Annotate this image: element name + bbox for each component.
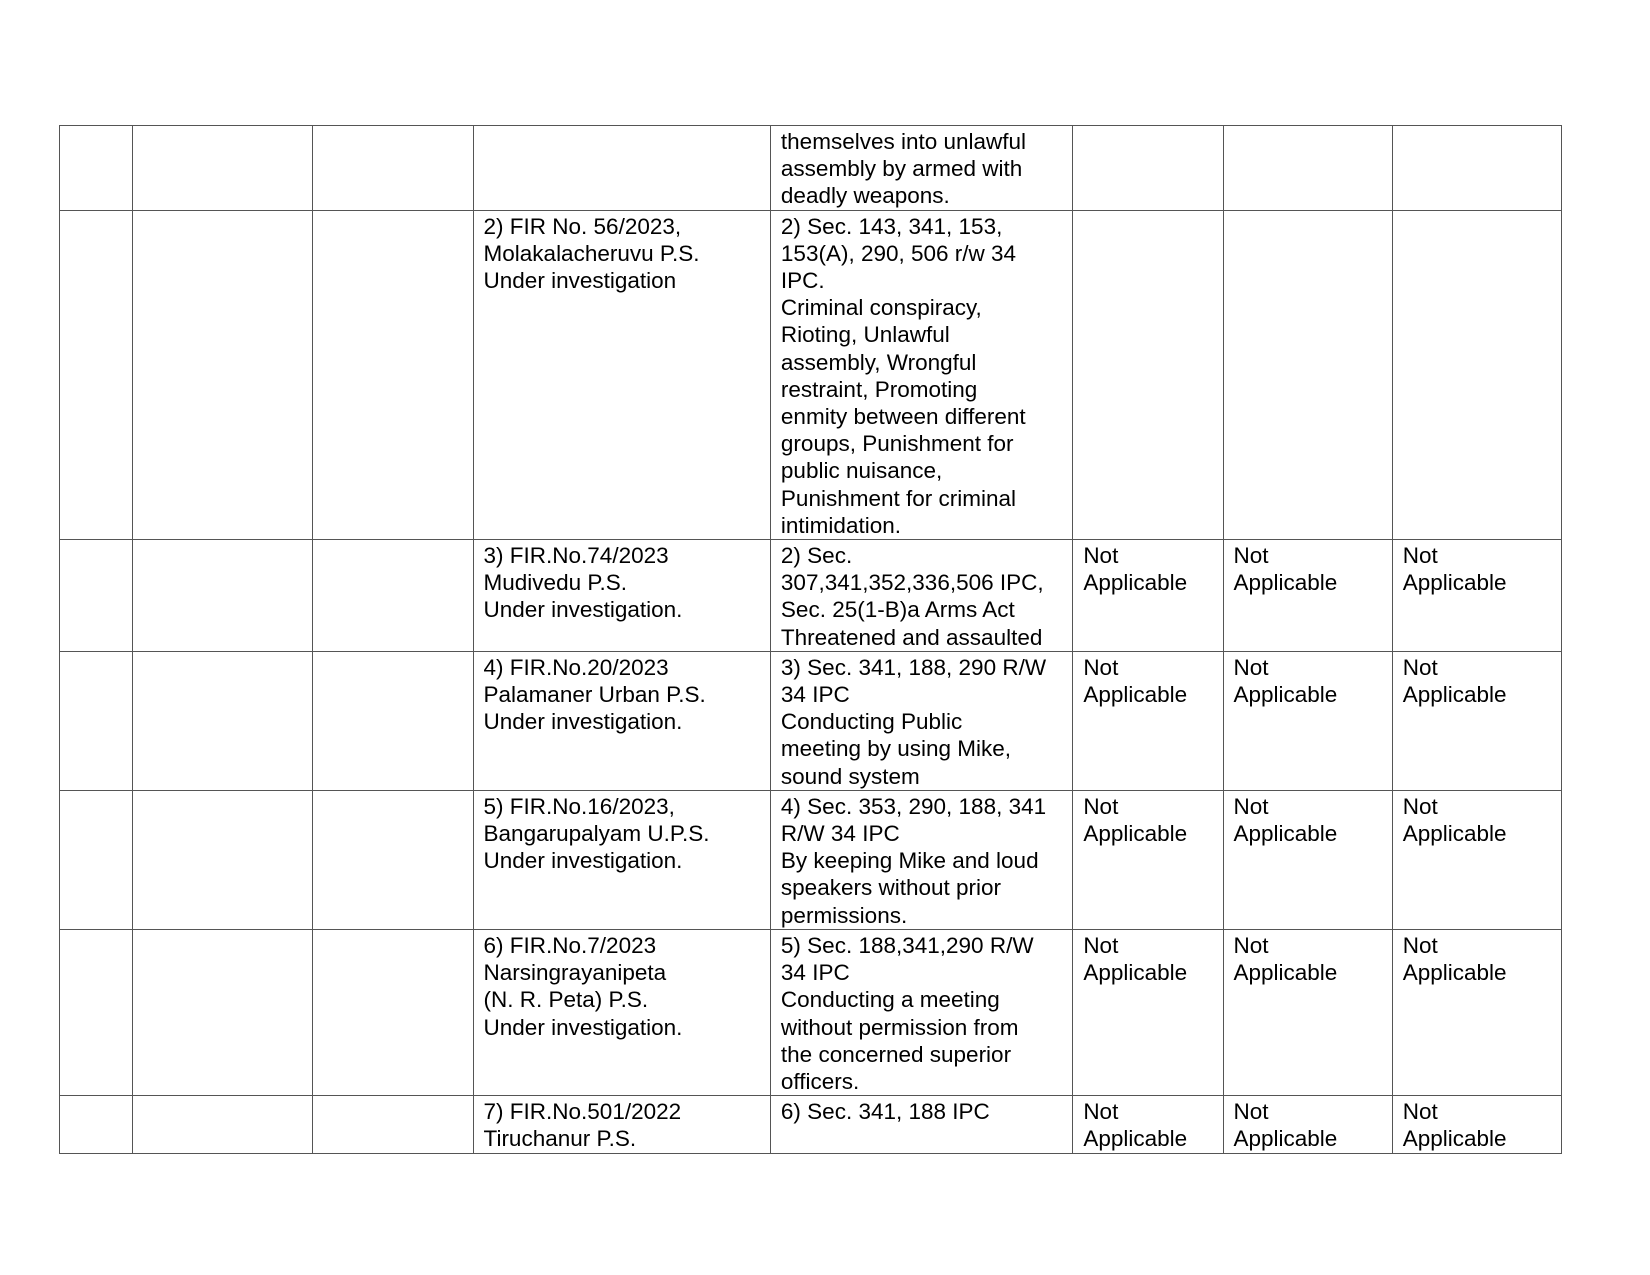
detail-cell xyxy=(313,126,473,211)
table-row xyxy=(60,126,1562,211)
status-text: Not Applicable xyxy=(1402,932,1507,986)
detail-cell xyxy=(313,210,473,539)
status-text: Not Applicable xyxy=(1083,654,1188,708)
case-text: 7) FIR.No.501/2022 Tiruchanur P.S. xyxy=(483,1099,682,1152)
table-row xyxy=(60,540,1562,652)
sections-cell xyxy=(770,126,1072,211)
detail-cell xyxy=(313,651,473,790)
status-text: Not Applicable xyxy=(1083,793,1188,847)
name-cell xyxy=(133,126,313,211)
status-text: Not Applicable xyxy=(1083,543,1188,596)
status-cell xyxy=(1073,929,1223,1095)
status-text: Not Applicable xyxy=(1233,654,1338,708)
sections-text: 2) Sec. 307,341,352,336,506 IPC, Sec. 25(1-B)a Arms Act Threatened and assaulted xyxy=(780,543,1044,650)
status-cell xyxy=(1223,210,1392,539)
case-text: 5) FIR.No.16/2023, Bangarupalyam U.P.S. Under investigation. xyxy=(483,793,710,874)
case-cell xyxy=(473,126,770,211)
sections-text: 5) Sec. 188,341,290 R/W 34 IPC Conducting a meeting without permission from the concerned superior officers. xyxy=(780,932,1034,1094)
status-cell xyxy=(1223,929,1392,1095)
status-cell xyxy=(1073,651,1223,790)
name-cell xyxy=(133,929,313,1095)
status-cell xyxy=(1223,1096,1392,1153)
detail-cell xyxy=(313,929,473,1095)
table-row xyxy=(60,210,1562,539)
name-cell xyxy=(133,1096,313,1153)
detail-cell xyxy=(313,790,473,929)
status-cell xyxy=(1392,210,1561,539)
detail-cell xyxy=(313,1096,473,1153)
status-cell xyxy=(1392,790,1561,929)
name-cell xyxy=(133,210,313,539)
status-cell xyxy=(1392,1096,1561,1153)
status-text: Not Applicable xyxy=(1083,932,1188,986)
serial-cell xyxy=(60,929,133,1095)
sections-cell xyxy=(770,929,1072,1095)
status-cell xyxy=(1223,540,1392,652)
sections-cell xyxy=(770,790,1072,929)
case-text: 4) FIR.No.20/2023 Palamaner Urban P.S. Under investigation. xyxy=(483,654,706,735)
status-text: Not Applicable xyxy=(1233,793,1338,847)
status-cell xyxy=(1073,126,1223,211)
sections-text: 6) Sec. 341, 188 IPC xyxy=(780,1099,990,1125)
case-text: 6) FIR.No.7/2023 Narsingrayanipeta (N. R. Peta) P.S. Under investigation. xyxy=(483,932,683,1040)
case-cell xyxy=(473,929,770,1095)
status-cell xyxy=(1073,1096,1223,1153)
status-text: Not Applicable xyxy=(1233,543,1338,596)
serial-cell xyxy=(60,651,133,790)
status-cell xyxy=(1392,126,1561,211)
detail-cell xyxy=(313,540,473,652)
status-text: Not Applicable xyxy=(1402,654,1507,708)
case-cell xyxy=(473,1096,770,1153)
case-cell xyxy=(473,790,770,929)
case-details-table xyxy=(59,125,1562,1154)
case-cell xyxy=(473,210,770,539)
table-row xyxy=(60,651,1562,790)
status-cell xyxy=(1073,790,1223,929)
status-text: Not Applicable xyxy=(1402,793,1507,847)
serial-cell xyxy=(60,126,133,211)
serial-cell xyxy=(60,210,133,539)
table-row xyxy=(60,790,1562,929)
status-cell xyxy=(1223,126,1392,211)
status-cell xyxy=(1392,929,1561,1095)
status-cell xyxy=(1073,210,1223,539)
sections-text: 4) Sec. 353, 290, 188, 341 R/W 34 IPC By keeping Mike and loud speakers without prior permissions. xyxy=(780,793,1047,928)
sections-text: 3) Sec. 341, 188, 290 R/W 34 IPC Conducting Public meeting by using Mike, sound system xyxy=(780,654,1047,789)
sections-cell xyxy=(770,210,1072,539)
sections-cell xyxy=(770,651,1072,790)
status-cell xyxy=(1223,651,1392,790)
name-cell xyxy=(133,790,313,929)
sections-cell xyxy=(770,1096,1072,1153)
name-cell xyxy=(133,540,313,652)
sections-text: themselves into unlawful assembly by armed with deadly weapons. xyxy=(780,129,1027,209)
case-cell xyxy=(473,540,770,652)
status-cell xyxy=(1392,651,1561,790)
name-cell xyxy=(133,651,313,790)
case-text: 3) FIR.No.74/2023 Mudivedu P.S. Under investigation. xyxy=(483,543,683,623)
serial-cell xyxy=(60,790,133,929)
status-text: Not Applicable xyxy=(1233,1099,1338,1152)
case-cell xyxy=(473,651,770,790)
status-cell xyxy=(1073,540,1223,652)
status-text: Not Applicable xyxy=(1402,543,1507,596)
serial-cell xyxy=(60,1096,133,1153)
table-row xyxy=(60,1096,1562,1153)
status-text: Not Applicable xyxy=(1083,1099,1188,1152)
status-text: Not Applicable xyxy=(1233,932,1338,986)
sections-text: 2) Sec. 143, 341, 153, 153(A), 290, 506 r/w 34 IPC. Criminal conspiracy, Rioting, Unlawful assembly, Wrongful restraint, Promoting enmity between different groups, Punishment for public nuisance, Punishment for criminal intimidation. xyxy=(780,213,1026,538)
status-cell xyxy=(1392,540,1561,652)
case-text: 2) FIR No. 56/2023, Molakalacheruvu P.S. Under investigation xyxy=(483,213,700,294)
status-cell xyxy=(1223,790,1392,929)
serial-cell xyxy=(60,540,133,652)
sections-cell xyxy=(770,540,1072,652)
status-text: Not Applicable xyxy=(1402,1099,1507,1152)
table-row xyxy=(60,929,1562,1095)
